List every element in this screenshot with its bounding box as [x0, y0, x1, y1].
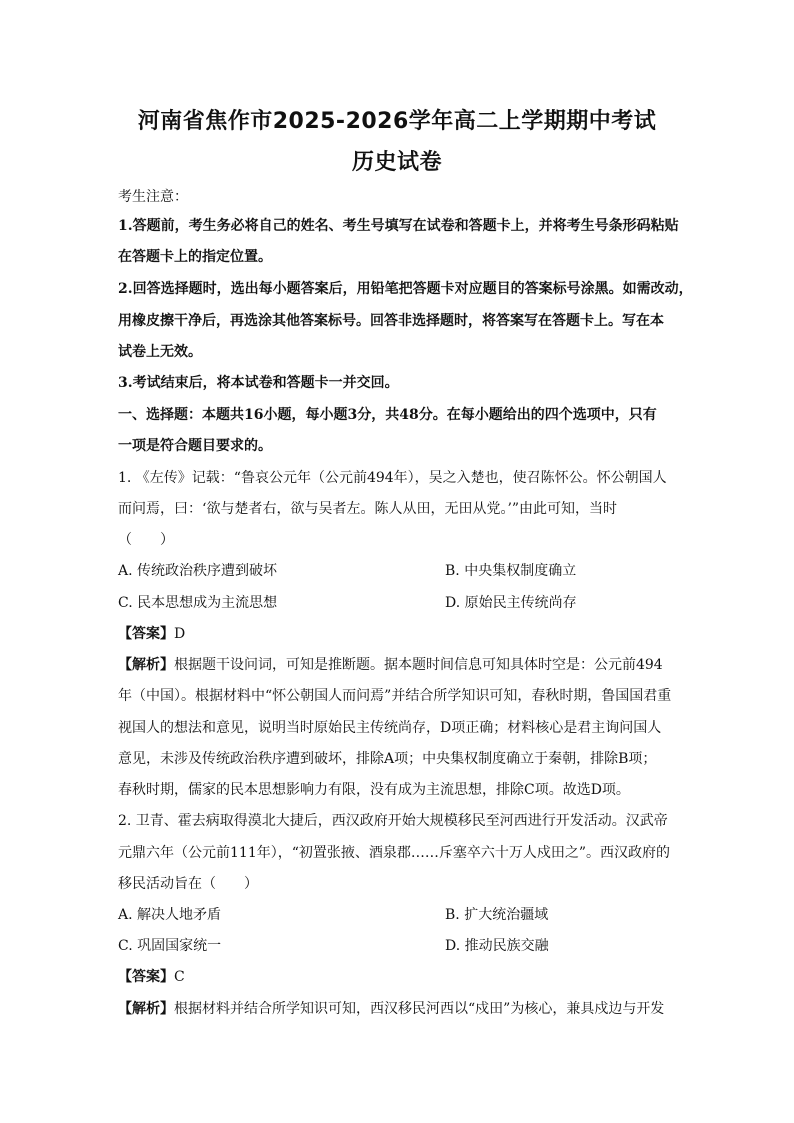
notice-line: 试卷上无效。	[118, 344, 202, 360]
analysis-text: 意见，未涉及传统政治秩序遭到破坏，排除A项；中央集权制度确立于秦朝，排除B项；	[118, 751, 657, 767]
option-a: A. 传统政治秩序遭到破坏	[118, 563, 278, 579]
notice-line: 在答题卡上的指定位置。	[118, 249, 272, 265]
exam-subject-title: 历史试卷	[351, 150, 442, 175]
option-b: B. 扩大统治疆域	[445, 907, 549, 923]
question-stem: 移民活动旨在（ ）	[118, 876, 258, 892]
analysis-text: 根据题干设问词，可知是推断题。据本题时间信息可知具体时空是：公元前494	[174, 657, 663, 673]
answer-line	[118, 967, 678, 987]
option-d: D. 推动民族交融	[445, 938, 549, 954]
section-heading: 一项是符合题目要求的。	[118, 438, 272, 454]
analysis-line	[118, 655, 678, 675]
option-d: D. 原始民主传统尚存	[445, 595, 577, 611]
answer-value: D	[174, 626, 186, 642]
answer-tag: 【答案】	[118, 626, 174, 642]
answer-value: C	[174, 969, 185, 985]
analysis-line	[118, 999, 678, 1019]
analysis-text: 视国人的想法和意见，说明当时原始民主传统尚存，D项正确；材料核心是君主询问国人	[118, 720, 662, 736]
exam-title: 河南省焦作市2025-2026学年高二上学期期中考试	[137, 109, 657, 134]
analysis-text: 根据材料并结合所学知识可知，西汉移民河西以“戍田”为核心，兼具戍边与开发	[174, 1001, 665, 1017]
option-b: B. 中央集权制度确立	[445, 563, 577, 579]
option-a: A. 解决人地矛盾	[118, 907, 222, 923]
answer-tag: 【答案】	[118, 969, 174, 985]
question-stem: 2. 卫青、霍去病取得漠北大捷后，西汉政府开始大规模移民至河西进行开发活动。汉武帝	[118, 813, 668, 829]
answer-line	[118, 624, 678, 644]
analysis-text: 春秋时期，儒家的民本思想影响力有限，没有成为主流思想，排除C项。故选D项。	[118, 782, 630, 798]
question-stem: 而问焉，曰：‘欲与楚者右，欲与吴者左。陈人从田，无田从党。’”由此可知，当时	[118, 501, 618, 517]
notice-line: 用橡皮擦干净后，再选涂其他答案标号。回答非选择题时，将答案写在答题卡上。写在本	[118, 313, 664, 329]
notice-line: 2.回答选择题时，选出每小题答案后，用铅笔把答题卡对应题目的答案标号涂黑。如需改动，	[118, 281, 693, 297]
analysis-text: 年（中国）。根据材料中“怀公朝国人而问焉”并结合所学知识可知，春秋时期，鲁国国君重	[118, 688, 672, 704]
analysis-tag: 【解析】	[118, 657, 174, 673]
option-c: C. 巩固国家统一	[118, 938, 222, 954]
question-blank: （ ）	[118, 532, 174, 548]
section-heading: 一、选择题：本题共16小题，每小题3分，共48分。在每小题给出的四个选项中，只有	[118, 407, 657, 423]
option-c: C. 民本思想成为主流思想	[118, 595, 278, 611]
notice-heading: 考生注意：	[118, 189, 188, 205]
notice-line: 3.考试结束后，将本试卷和答题卡一并交回。	[118, 375, 399, 391]
notice-line: 1.答题前，考生务必将自己的姓名、考生号填写在试卷和答题卡上，并将考生号条形码粘贴	[118, 218, 679, 234]
question-stem: 元鼎六年（公元前111年），“初置张掖、酒泉郡……斥塞卒六十万人戍田之”。西汉政府的	[118, 845, 671, 861]
analysis-tag: 【解析】	[118, 1001, 174, 1017]
question-stem: 1. 《左传》记载：“鲁哀公元年（公元前494年），吴之入楚也，使召陈怀公。怀公朝国人	[118, 470, 667, 486]
